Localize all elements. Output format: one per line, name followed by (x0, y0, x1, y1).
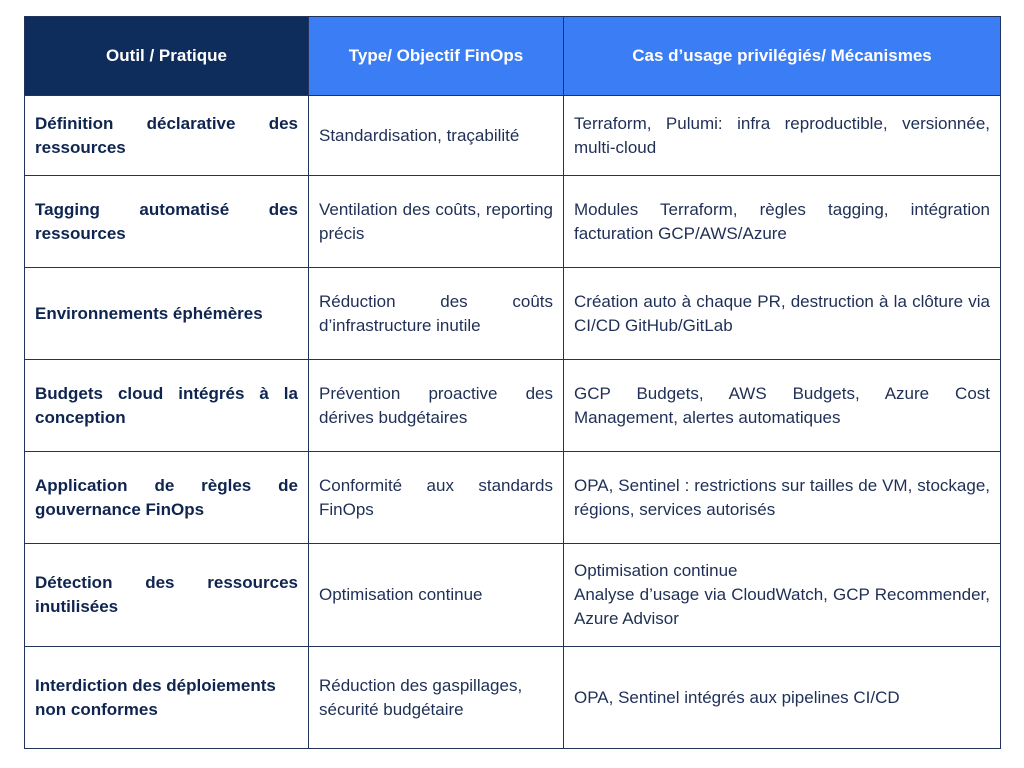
header-practice: Outil / Pratique (25, 17, 309, 96)
table-row (25, 647, 1001, 749)
header-objective: Type/ Objectif FinOps (309, 17, 564, 96)
table-row (25, 452, 1001, 544)
table-header-row (25, 17, 1001, 96)
table-row (25, 360, 1001, 452)
cell-objective: Prévention proactive des dérives budgétaires (309, 360, 564, 452)
table-row (25, 96, 1001, 176)
cell-mechanisms: OPA, Sentinel : restrictions sur tailles de VM, stockage, régions, services autorisés (564, 452, 1001, 544)
table-row (25, 176, 1001, 268)
table-row (25, 268, 1001, 360)
cell-practice: Tagging automatisé des ressources (25, 176, 309, 268)
cell-mechanisms: Terraform, Pulumi: infra reproductible, versionnée, multi-cloud (564, 96, 1001, 176)
mechanisms-line-1: Optimisation continue (574, 561, 738, 580)
cell-practice: Application de règles de gouvernance FinOps (25, 452, 309, 544)
table-row (25, 544, 1001, 647)
cell-mechanisms: Création auto à chaque PR, destruction à la clôture via CI/CD GitHub/GitLab (564, 268, 1001, 360)
cell-mechanisms (564, 544, 1001, 647)
cell-objective: Optimisation continue (309, 544, 564, 647)
cell-mechanisms: GCP Budgets, AWS Budgets, Azure Cost Management, alertes automatiques (564, 360, 1001, 452)
cell-objective: Standardisation, traçabilité (309, 96, 564, 176)
cell-mechanisms: OPA, Sentinel intégrés aux pipelines CI/CD (564, 647, 1001, 749)
finops-table-container (24, 16, 1000, 749)
cell-practice: Définition déclarative des ressources (25, 96, 309, 176)
header-mechanisms: Cas d’usage privilégiés/ Mécanismes (564, 17, 1001, 96)
cell-objective: Ventilation des coûts, reporting précis (309, 176, 564, 268)
mechanisms-line-2: Analyse d’usage via CloudWatch, GCP Recommender, Azure Advisor (574, 585, 990, 628)
cell-practice: Environnements éphémères (25, 268, 309, 360)
cell-objective: Réduction des gaspillages, sécurité budgétaire (309, 647, 564, 749)
cell-mechanisms: Modules Terraform, règles tagging, intégration facturation GCP/AWS/Azure (564, 176, 1001, 268)
cell-practice: Détection des ressources inutilisées (25, 544, 309, 647)
cell-practice: Budgets cloud intégrés à la conception (25, 360, 309, 452)
cell-objective: Conformité aux standards FinOps (309, 452, 564, 544)
cell-objective: Réduction des coûts d’infrastructure inutile (309, 268, 564, 360)
cell-practice: Interdiction des déploiements non conformes (25, 647, 309, 749)
finops-practices-table (24, 16, 1001, 749)
